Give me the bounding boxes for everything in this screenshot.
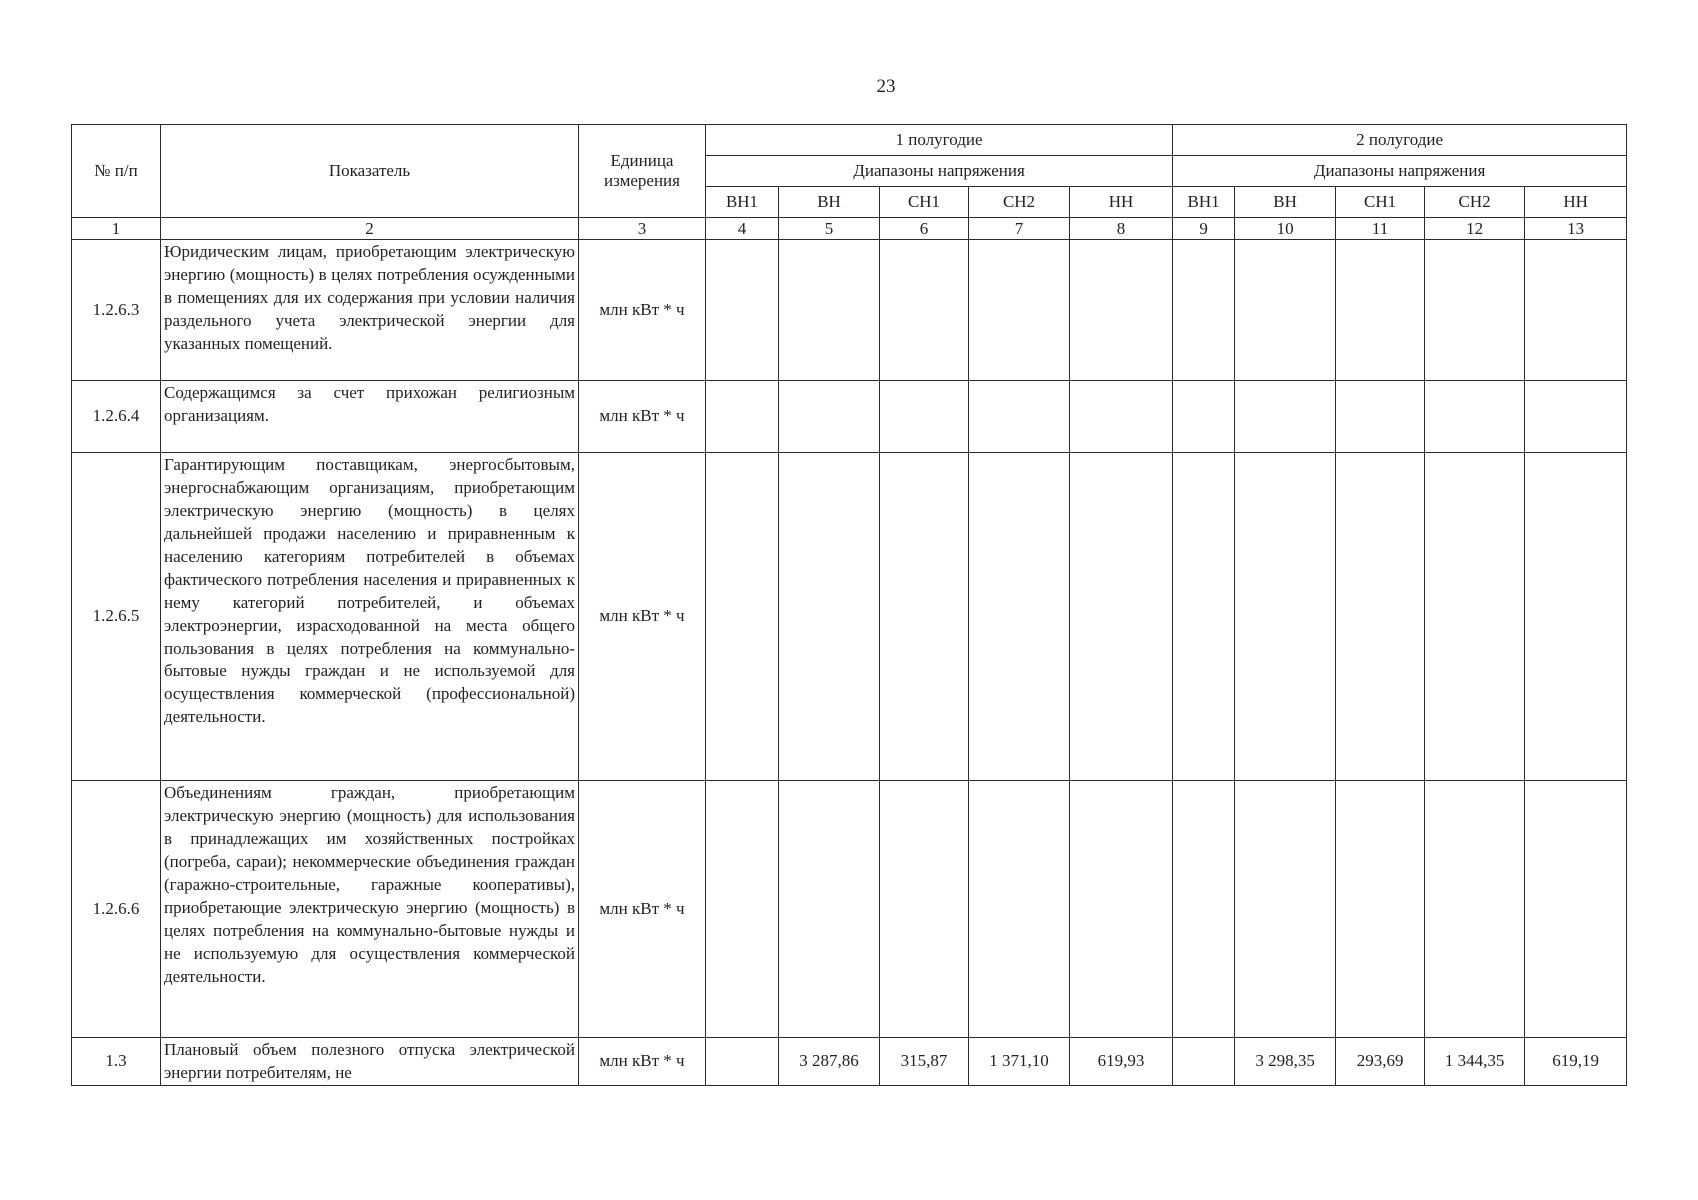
table-row (72, 1038, 1627, 1086)
value-cell: 619,19 (1525, 1038, 1627, 1086)
value-cell (1425, 453, 1525, 781)
header-sn1-h2: СН1 (1336, 187, 1425, 218)
column-number: 8 (1070, 218, 1173, 240)
value-cell: 619,93 (1070, 1038, 1173, 1086)
value-cell (779, 240, 880, 381)
value-cell (706, 781, 779, 1038)
value-cell (1336, 240, 1425, 381)
header-sn2-h1: СН2 (969, 187, 1070, 218)
value-cell: 1 371,10 (969, 1038, 1070, 1086)
column-number: 3 (579, 218, 706, 240)
value-cell (1173, 240, 1235, 381)
value-cell (1336, 453, 1425, 781)
header-vn1-h1: ВН1 (706, 187, 779, 218)
column-number: 13 (1525, 218, 1627, 240)
row-num: 1.2.6.6 (72, 781, 161, 1038)
column-number: 5 (779, 218, 880, 240)
row-indicator: Объединениям граждан, приобретающим электрическую энергию (мощность) для использования в принадлежащих им хозяйственных постройках (погреба, сараи); некоммерческие объединения граждан (гаражно-строительные, гаражные кооперативы), приобретающие электрическую энергию (мощность) в целях потребления на коммунально-бытовые нужды и не используемую для осуществления коммерческой деятельности. (161, 781, 579, 1038)
value-cell (1235, 240, 1336, 381)
value-cell (1070, 381, 1173, 453)
column-number: 6 (880, 218, 969, 240)
value-cell (1173, 781, 1235, 1038)
column-number: 2 (161, 218, 579, 240)
value-cell (1173, 381, 1235, 453)
row-num: 1.2.6.3 (72, 240, 161, 381)
row-unit: млн кВт * ч (579, 240, 706, 381)
column-number: 4 (706, 218, 779, 240)
row-num: 1.2.6.5 (72, 453, 161, 781)
value-cell (969, 381, 1070, 453)
column-number: 11 (1336, 218, 1425, 240)
column-number: 12 (1425, 218, 1525, 240)
header-num: № п/п (72, 125, 161, 218)
value-cell: 293,69 (1336, 1038, 1425, 1086)
header-indicator: Показатель (161, 125, 579, 218)
column-number: 10 (1235, 218, 1336, 240)
value-cell (1070, 240, 1173, 381)
value-cell (1525, 240, 1627, 381)
value-cell (1425, 781, 1525, 1038)
value-cell (1235, 453, 1336, 781)
header-half1: 1 полугодие (706, 125, 1173, 156)
value-cell (880, 453, 969, 781)
value-cell (969, 240, 1070, 381)
row-unit: млн кВт * ч (579, 453, 706, 781)
column-number: 1 (72, 218, 161, 240)
header-half2: 2 полугодие (1173, 125, 1627, 156)
value-cell: 3 287,86 (779, 1038, 880, 1086)
header-vn1-h2: ВН1 (1173, 187, 1235, 218)
value-cell: 3 298,35 (1235, 1038, 1336, 1086)
value-cell (1235, 381, 1336, 453)
row-indicator: Юридическим лицам, приобретающим электрическую энергию (мощность) в целях потребления осужденными в помещениях для их содержания при условии наличия раздельного учета электрической энергии для указанных помещений. (161, 240, 579, 381)
row-unit: млн кВт * ч (579, 1038, 706, 1086)
row-unit: млн кВт * ч (579, 781, 706, 1038)
value-cell (1173, 1038, 1235, 1086)
value-cell (706, 381, 779, 453)
row-unit: млн кВт * ч (579, 381, 706, 453)
value-cell (706, 453, 779, 781)
value-cell (1173, 453, 1235, 781)
header-nn-h2: НН (1525, 187, 1627, 218)
row-indicator: Гарантирующим поставщикам, энергосбытовым, энергоснабжающим организациям, приобретающим электрическую энергию (мощность) в целях дальнейшей продажи населению и приравненным к населению категориям потребителей в объемах фактического потребления населения и приравненных к нему категорий потребителей, и объемах электроэнергии, израсходованной на места общего пользования в целях потребления на коммунально-бытовые нужды граждан и не используемой для осуществления коммерческой (профессиональной) деятельности. (161, 453, 579, 781)
value-cell (779, 381, 880, 453)
column-number: 9 (1173, 218, 1235, 240)
value-cell (1336, 381, 1425, 453)
header-unit: Единица измерения (579, 125, 706, 218)
header-sn2-h2: СН2 (1425, 187, 1525, 218)
table-row (72, 453, 1627, 781)
row-indicator: Плановый объем полезного отпуска электрической энергии потребителям, не (161, 1038, 579, 1086)
value-cell (1235, 781, 1336, 1038)
value-cell (880, 781, 969, 1038)
header-voltage-ranges-1: Диапазоны напряжения (706, 156, 1173, 187)
value-cell (779, 781, 880, 1038)
value-cell (1525, 381, 1627, 453)
table-row (72, 781, 1627, 1038)
value-cell (1070, 781, 1173, 1038)
header-sn1-h1: СН1 (880, 187, 969, 218)
value-cell (1425, 381, 1525, 453)
data-table (71, 124, 1627, 1086)
row-indicator: Содержащимся за счет прихожан религиозным организациям. (161, 381, 579, 453)
value-cell (706, 240, 779, 381)
value-cell (969, 453, 1070, 781)
value-cell (880, 240, 969, 381)
column-number-row (72, 218, 1627, 240)
header-row-1 (72, 125, 1627, 156)
table-row (72, 381, 1627, 453)
header-voltage-ranges-2: Диапазоны напряжения (1173, 156, 1627, 187)
column-number: 7 (969, 218, 1070, 240)
header-vn-h2: ВН (1235, 187, 1336, 218)
value-cell (779, 453, 880, 781)
value-cell (1525, 781, 1627, 1038)
row-num: 1.2.6.4 (72, 381, 161, 453)
value-cell (706, 1038, 779, 1086)
value-cell: 1 344,35 (1425, 1038, 1525, 1086)
header-nn-h1: НН (1070, 187, 1173, 218)
value-cell (969, 781, 1070, 1038)
value-cell (880, 381, 969, 453)
value-cell (1525, 453, 1627, 781)
value-cell (1070, 453, 1173, 781)
page-number: 23 (876, 76, 896, 97)
header-vn-h1: ВН (779, 187, 880, 218)
value-cell (1425, 240, 1525, 381)
value-cell (1336, 781, 1425, 1038)
table-row (72, 240, 1627, 381)
value-cell: 315,87 (880, 1038, 969, 1086)
row-num: 1.3 (72, 1038, 161, 1086)
